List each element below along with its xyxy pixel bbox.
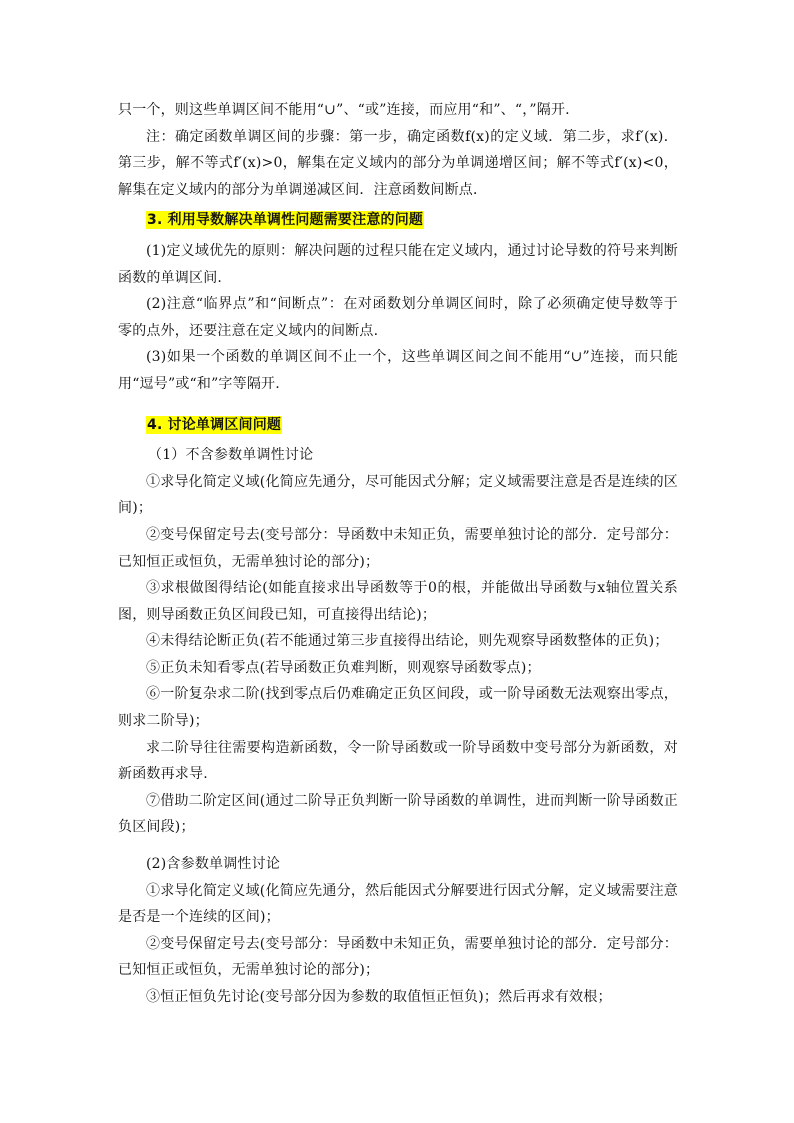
sub1-step-4: ④未得结论断正负(若不能通过第三步直接得出结论，则先观察导函数整体的正负)； [146,633,669,650]
section-heading-3-text: 3. 利用导数解决单调性问题需要注意的问题 [147,212,424,229]
sub2-step-3: ③恒正恒负先讨论(变号部分因为参数的取值恒正恒负)；然后再求有效根； [146,989,612,1005]
subsection-2-title: (2)含参数单调性讨论 [146,856,281,873]
note-paragraph: 注：确定函数单调区间的步骤：第一步，确定函数f(x)的定义域．第二步，求f′(x)．第三步，解不等式f′(x)>0，解集在定义域内的部分为单调递增区间；解不等式f′(x)<0，解集在定义域内的部分为单调递减区间．注意函数间断点． [118,128,678,198]
section-heading-4 [146,412,678,439]
sub1-step-5: ⑤正负未知看零点(若导函数正负难判断，则观察导函数零点)； [146,659,541,676]
section-heading-4-text: 4. 讨论单调区间问题 [147,416,282,433]
sub1-step-6-note: 求二阶导往往需要构造新函数，令一阶导函数或一阶导函数中变号部分为新函数，对新函数再求导. [118,739,678,783]
section3-item-1: (1)定义域优先的原则：解决问题的过程只能在定义域内，通过讨论导数的符号来判断函数的单调区间. [118,242,678,286]
section3-item-3: (3)如果一个函数的单调区间不止一个，这些单调区间之间不能用“∪”连接，而只能用“逗号”或“和”字等隔开. [118,349,678,392]
section-heading-3 [146,207,678,234]
sub2-step-1: ①求导化简定义域(化简应先通分，然后能因式分解要进行因式分解，定义域需要注意是否是一个连续的区间)； [118,882,678,926]
sub1-step-7: ⑦借助二阶定区间(通过二阶导正负判断一阶导函数的单调性，进而判断一阶导函数正负区间段)； [118,792,678,836]
paragraph-continued: 只一个，则这些单调区间不能用“∪”、“或”连接，而应用“和”、“，”隔开. [118,102,570,118]
sub1-step-1: ①求导化简定义域(化简应先通分，尽可能因式分解；定义域需要注意是否是连续的区间)； [118,473,678,517]
subsection-1-title: （1）不含参数单调性讨论 [148,447,314,464]
sub1-step-3: ③求根做图得结论(如能直接求出导函数等于0的根，并能做出导函数与x轴位置关系图，则导函数正负区间段已知，可直接得出结论)； [118,580,678,623]
section3-item-2: (2)注意“临界点”和“间断点”：在对函数划分单调区间时，除了必须确定使导数等于零的点外，还要注意在定义域内的间断点. [118,296,678,339]
sub1-step-6: ⑥一阶复杂求二阶(找到零点后仍难确定正负区间段，或一阶导函数无法观察出零点，则求二阶导)； [118,686,678,730]
sub1-step-2: ②变号保留定号去(变号部分：导函数中未知正负，需要单独讨论的部分．定号部分：已知恒正或恒负，无需单独讨论的部分)； [118,526,678,570]
sub2-step-2: ②变号保留定号去(变号部分：导函数中未知正负，需要单独讨论的部分．定号部分：已知恒正或恒负，无需单独讨论的部分)； [118,935,678,979]
document-body [118,97,678,1011]
